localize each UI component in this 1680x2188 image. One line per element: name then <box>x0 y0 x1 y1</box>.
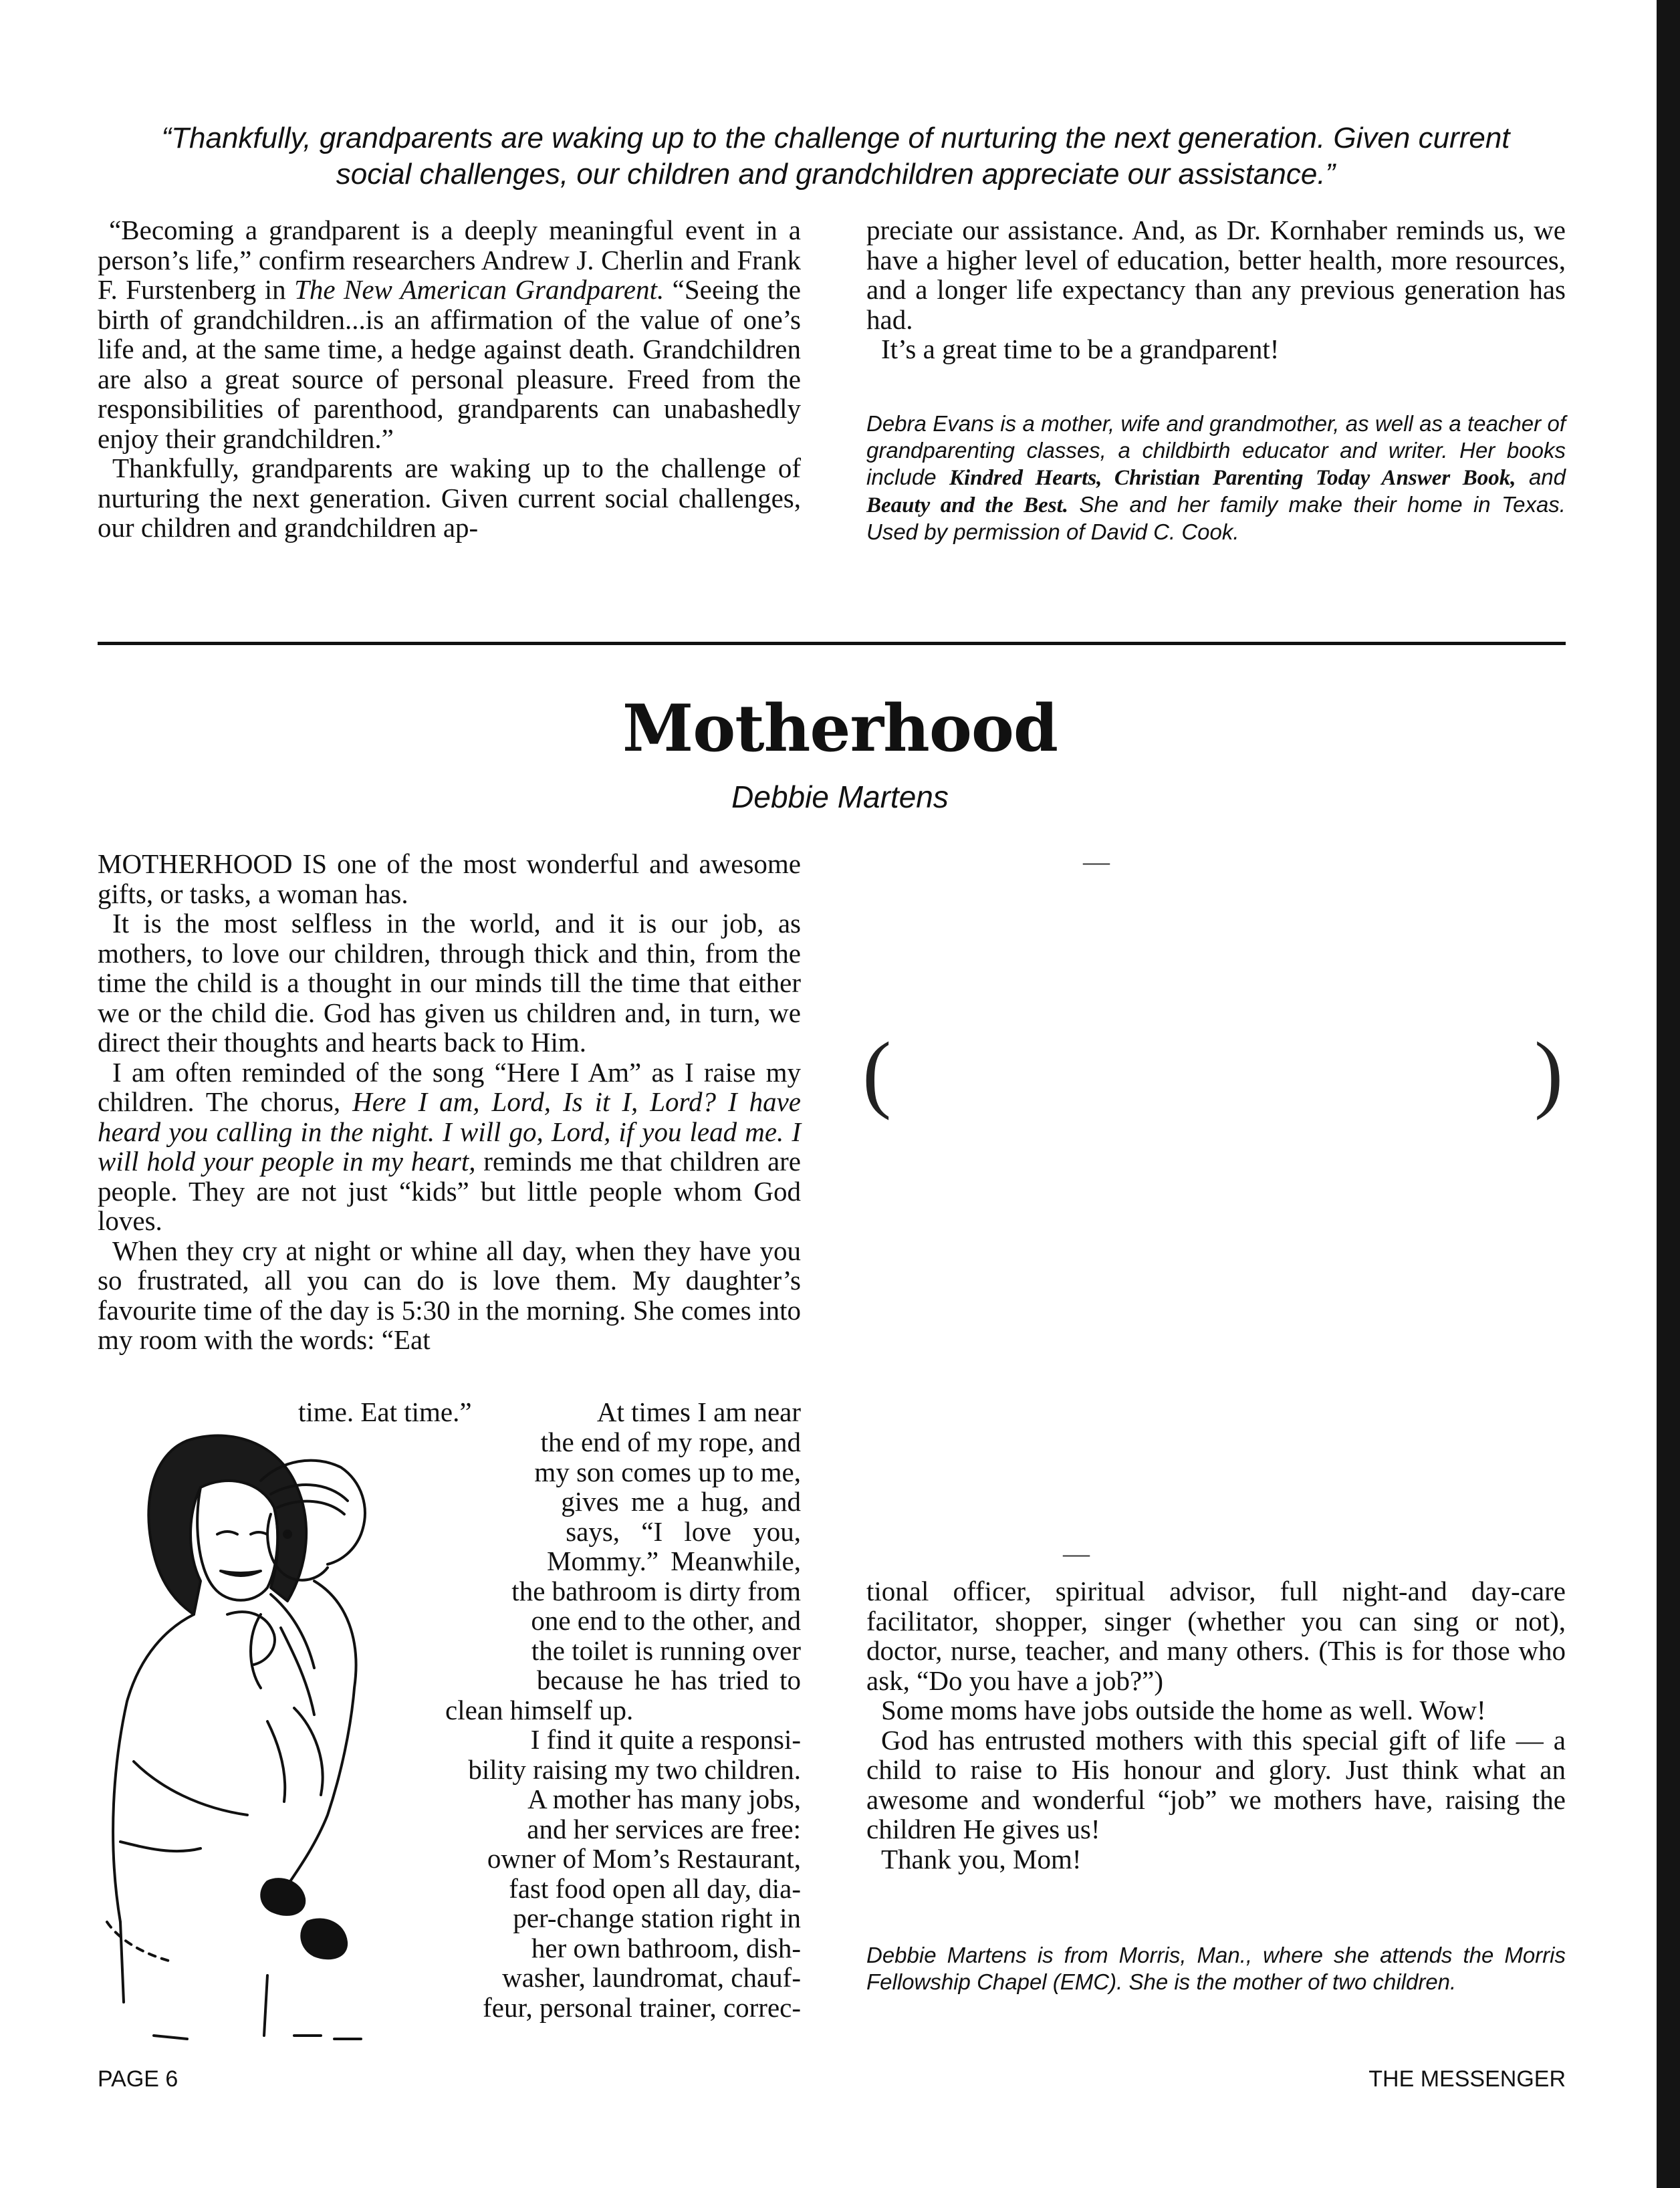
wrap-line: says, “I love you, <box>566 1516 801 1547</box>
wrap-line: I find it quite a responsi- <box>530 1724 801 1755</box>
wrap-line: one end to the other, and <box>531 1605 801 1636</box>
article-byline: Debbie Martens <box>731 779 949 814</box>
motherhood-paragraph-4: When they cry at night or whine all day, when they have you so frustrated, all you can do is love them. My daughter’s favourite time of the day is 5:30 in the morning. She comes into my room with the words: “Eat <box>98 1235 801 1355</box>
motherhood-paragraph-2: It is the most selfless in the world, and it is our job, as mothers, to love our children, through thick and thin, from the time the child is a thought in our minds till the time that either we or the child die. God has given us children and, in turn, we direct their thoughts and hearts back to Him. <box>98 908 801 1058</box>
wrap-line: Mommy.” Meanwhile, <box>547 1546 801 1576</box>
motherhood-paragraph-7: God has entrusted mothers with this special gift of life — a child to raise to His honour and glory. Just think what an awesome and wonderful “job” we mothers have, raising the children He gives us! <box>866 1724 1566 1844</box>
motherhood-left-column <box>98 849 801 1355</box>
dash-mark: — <box>1063 1538 1090 1568</box>
grandparent-paragraph-4: It’s a great time to be a grandparent! <box>881 334 1280 364</box>
wrap-line: my son comes up to me, <box>534 1457 801 1487</box>
grandparent-left-column <box>98 215 801 543</box>
wrap-line: per-change station right in <box>513 1903 801 1933</box>
wrap-line: because he has tried to <box>536 1665 801 1695</box>
article-title: Motherhood <box>622 691 1058 766</box>
wrap-line: At times I am near <box>596 1396 801 1427</box>
mother-and-child-illustration <box>94 1414 468 2049</box>
left-bracket-mark: ( <box>862 1025 892 1121</box>
wrap-line: fast food open all day, dia- <box>509 1873 801 1904</box>
wrap-line: clean himself up. <box>445 1695 634 1725</box>
grandparent-right-column <box>866 215 1566 364</box>
wrap-line: A mother has many jobs, <box>527 1784 801 1814</box>
publication-name: THE MESSENGER <box>1368 2066 1566 2092</box>
motherhood-paragraph-3: I am often reminded of the song “Here I Am” as I raise my children. The chorus, Here I am, Lord, Is it I, Lord? I have heard you calling in the night. I will go, Lord, if you lead me. I will hold your people in my heart, reminds me that children are people. They are not just “kids” but little people whom God loves. <box>98 1056 801 1236</box>
book-title: The New American Grandparent. <box>294 274 665 305</box>
motherhood-paragraph-1: MOTHERHOOD IS one of the most wonderful and awesome gifts, or tasks, a woman has. <box>98 848 801 909</box>
wrap-line: the toilet is running over <box>531 1635 801 1666</box>
wrap-line: her own bathroom, dish- <box>531 1933 801 1963</box>
wrap-line: the bathroom is dirty from <box>511 1576 801 1606</box>
motherhood-right-column <box>866 1576 1566 1874</box>
child-shoe <box>302 1920 346 1959</box>
mother-face <box>197 1487 277 1600</box>
child-body <box>281 1581 356 1895</box>
wrap-line: the end of my rope, and <box>540 1427 801 1457</box>
mother-hair <box>148 1436 306 1615</box>
scan-edge <box>1657 0 1680 2188</box>
child-shoe <box>261 1879 304 1915</box>
right-bracket-mark: ) <box>1534 1025 1564 1121</box>
author-bio-debra-evans: Debra Evans is a mother, wife and grandmother, as well as a teacher of grandparenting classes, a childbirth educator and writer. Her books include Kindred Hearts, Christian Parenting Today Answer Book, and Beauty and the Best. She and her family make their home in Texas. Used by permission of David C. Cook. <box>866 411 1566 544</box>
wrap-line: bility raising my two children. <box>468 1754 801 1785</box>
dash-mark: — <box>1083 846 1110 876</box>
motherhood-paragraph-6: Some moms have jobs outside the home as well. Wow! <box>881 1695 1486 1725</box>
pull-quote-line-1: “Thankfully, grandparents are waking up to the challenge of nurturing the next generation. Given current <box>161 122 1510 154</box>
author-bio-debbie-martens: Debbie Martens is from Morris, Man., where she attends the Morris Fellowship Chapel (EMC). She is the mother of two children. <box>866 1943 1566 1994</box>
book-list: Kindred Hearts, Christian Parenting Today Answer Book, <box>949 466 1516 490</box>
wrap-line: gives me a hug, and <box>561 1486 801 1517</box>
motherhood-paragraph-5: tional officer, spiritual advisor, full night-and day-care facilitator, shopper, singer (whether you can sing or not), doctor, nurse, teacher, and many others. (This is for those who ask, “Do you have a job?”) <box>866 1576 1566 1696</box>
grandparent-paragraph-3: preciate our assistance. And, as Dr. Kornhaber reminds us, we have a higher level of education, better health, more resources, and a longer life expectancy than any previous generation has had. <box>866 215 1566 335</box>
grandparent-paragraph-2: Thankfully, grandparents are waking up to the challenge of nurturing the next generation. Given current social challenges, our children and grandchildren ap- <box>98 453 801 543</box>
book-title-beauty: Beauty and the Best. <box>866 493 1069 517</box>
wrap-line: washer, laundromat, chauf- <box>502 1962 801 1993</box>
song-chorus: Here I am, Lord, Is it I, Lord? I have heard you calling in the night. I will go, Lord, if you lead me. I will hold your people in my heart, <box>98 1086 801 1177</box>
motherhood-paragraph-8: Thank you, Mom! <box>881 1843 1082 1874</box>
wrap-line: feur, personal trainer, correc- <box>483 1992 801 2023</box>
grandparent-paragraph-1: “Becoming a grandparent is a deeply meaningful event in a person’s life,” confirm researchers Andrew J. Cherlin and Frank F. Furstenberg in The New American Grandparent. “Seeing the birth of grandchildren...is an affirmation of the value of one’s life and, at the same time, a hedge against death. Grandchildren are also a great source of personal pleasure. Freed from the responsibilities of parenthood, grandparents can unabashedly enjoy their grandchildren.” <box>98 215 802 454</box>
pull-quote <box>100 120 1571 193</box>
mother-body <box>113 1594 314 1922</box>
section-divider <box>98 642 1566 645</box>
page-number: PAGE 6 <box>98 2066 178 2092</box>
pull-quote-line-2: social challenges, our children and grandchildren appreciate our assistance.” <box>336 158 1336 191</box>
wrap-line: and her services are free: <box>527 1814 801 1844</box>
paragraph-4-tail: time. Eat time.” <box>298 1396 472 1427</box>
wrap-line: owner of Mom’s Restaurant, <box>487 1843 801 1874</box>
